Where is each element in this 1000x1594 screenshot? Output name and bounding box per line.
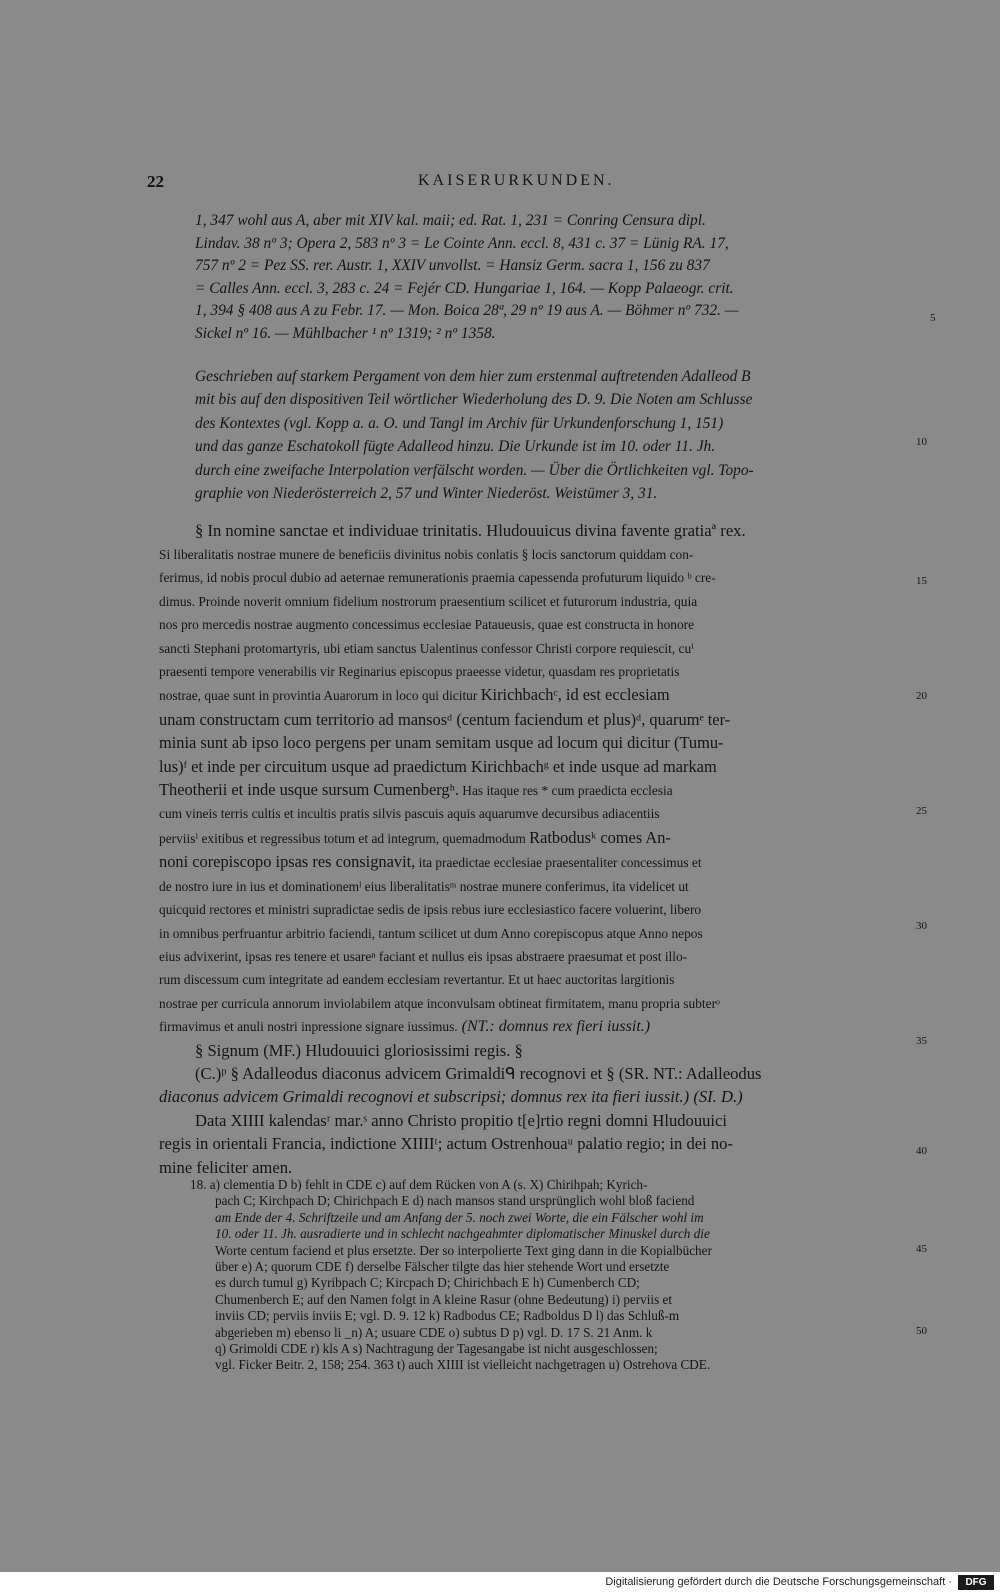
apparatus-line: pach C; Kirchpach D; Chirichpach E d) nach mansos stand ursprünglich wohl bloß faciend (215, 1193, 695, 1209)
charter-line: dimus. Proinde noverit omnium fidelium nostrorum praesentium scilicet et futurorum industria, quia (159, 593, 698, 609)
charter-small-block-2 (159, 802, 911, 1038)
page-number: 22 (147, 172, 164, 191)
apparatus-line: Worte centum faciend et plus ersetzte. Der so interpolierte Text ging dann in die Kopialbücher (215, 1242, 712, 1258)
charter-line: unam constructam cum territorio ad mansosᵈ (centum faciendum et plus)ᵈ, quarumᵉ ter- (159, 709, 731, 729)
charter-small-part: Has itaque res * cum praedicta ecclesia (458, 783, 673, 799)
charter-line: ferimus, id nobis procul dubio ad aeternae remunerationis praemia capessenda profuturum liquido ᵇ cre- (159, 570, 716, 586)
charter-line: minia sunt ab ipso loco pergens per unam semitam usque ad locum qui dicitur (Tumu- (159, 733, 724, 753)
commentary-line: und das ganze Eschatokoll fügte Adalleod hinzu. Die Urkunde ist im 10. oder 11. Jh. (195, 438, 716, 456)
charter-line: rum discessum cum integritate ad eandem ecclesiam revertantur. Et ut haec auctoritas largitionis (159, 972, 675, 988)
bibliography-line: = Calles Ann. eccl. 3, 283 c. 24 = Fejér CD. Hungariae 1, 164. — Kopp Palaeogr. crit. (195, 279, 734, 297)
datum-line: regis in orientali Francia, indictione XIIIIᵗ; actum Ostrenhouaᵘ palatio regio; in dei no- (159, 1134, 734, 1154)
apparatus-line: inviis CD; perviis inviis E; vgl. D. 9. 12 k) Radbodus CE; Radboldus D l) das Schluß-m (215, 1308, 680, 1324)
commentary-line: Geschrieben auf starkem Pergament von dem hier zum erstenmal auftretenden Adalleod B (195, 368, 751, 385)
bibliography-line: 757 nº 2 = Pez SS. rer. Austr. 1, XXIV unvollst. = Hansiz Germ. sacra 1, 156 zu 837 (195, 257, 710, 275)
charter-line: Si liberalitatis nostrae munere de beneficiis divinitus nobis conlatis § locis sanctorum quiddam con- (159, 547, 694, 562)
charter-line: quicquid rectores et ministri supradictae sedis de ipsis rebus iure ecclesiastico facere voluerint, libero (159, 902, 702, 918)
margin-line-number: 25 (916, 805, 927, 817)
charter-mixed-line (159, 778, 911, 802)
bibliography-line: 1, 394 § 408 aus A zu Febr. 17. — Mon. Boica 28ª, 29 nº 19 aus A. — Böhmer nº 732. — (195, 302, 739, 320)
apparatus-line: am Ende der 4. Schriftzeile und am Anfang der 5. noch zwei Worte, die ein Fälscher wohl im (215, 1209, 704, 1225)
charter-text (159, 518, 911, 1179)
apparatus-line: vgl. Ficker Beitr. 2, 158; 254. 363 t) auch XIIII ist vielleicht nachgetragen u) Ostrehova CDE. (215, 1357, 711, 1373)
charter-mixed-line (159, 826, 911, 850)
charter-mixed-line (159, 1015, 911, 1038)
margin-line-number: 10 (916, 436, 927, 448)
margin-line-number: 5 (930, 312, 936, 324)
margin-line-number: 35 (916, 1035, 927, 1047)
margin-line-number: 45 (916, 1243, 927, 1255)
apparatus-line: über e) A; quorum CDE f) derselbe Fälscher tilgte das hier stehende Wort und ersetzte (215, 1259, 670, 1275)
charter-large-part: noni corepiscopo ipsas res consignavit, (159, 852, 416, 872)
apparatus-line: q) Grimoldi CDE r) kls A s) Nachtragung der Tagesangabe ist nicht ausgeschlossen; (215, 1341, 658, 1357)
footer-credit: Digitalisierung gefördert durch die Deutsche Forschungsgemeinschaft · (605, 1576, 952, 1588)
charter-line: eius advixerint, ipsas res tenere et usareⁿ faciant et nullus eis ipsas abstraere praesumat et post illo- (159, 948, 688, 964)
charter-small-part: ita praedictae ecclesiae praesentaliter concessimus et (415, 855, 702, 871)
bibliography-block (195, 210, 911, 346)
charter-small-part: firmavimus et anuli nostri inpressione signare iussimus. (159, 1019, 458, 1035)
commentary-line: des Kontextes (vgl. Kopp a. a. O. und Tangl im Archiv für Urkundenforschung 1, 151) (195, 414, 724, 432)
charter-line: in omnibus perfruantur arbitrio faciendi, tantum scilicet ut dum Anno corepiscopus atque Anno nepos (159, 925, 703, 941)
margin-line-number: 40 (916, 1145, 927, 1157)
charter-line: de nostro iure in ius et dominationemˡ eius liberalitatisᵐ nostrae munere conferimus, ita videlicet ut (159, 878, 689, 894)
charter-large-part: Ratbodusᵏ comes An- (529, 827, 671, 847)
margin-line-number: 20 (916, 690, 927, 702)
charter-large-part: Theotherii et inde usque sursum Cumenbergʰ. (159, 780, 459, 800)
charter-large-block (159, 708, 911, 803)
charter-line: praesenti tempore venerabilis vir Reginarius episcopus praeesse videtur, quasdam res proprietatis (159, 664, 680, 680)
charter-small-part: perviisⁱ exitibus et regressibus totum et ad integrum, quemadmodum (159, 830, 530, 846)
dfg-logo: DFG (958, 1575, 994, 1590)
apparatus-line: 18. a) clementia D b) fehlt in CDE c) auf dem Rücken von A (s. X) Chirihpah; Kyrich- (190, 1177, 648, 1192)
charter-small-part: nostrae, quae sunt in provintia Auarorum in loco qui dicitur (159, 688, 481, 704)
recognitio-line: diaconus advicem Grimaldi recognovi et subscripsi; domnus rex ita fieri iussit.) (SI. D.) (159, 1087, 743, 1107)
footer-bar (0, 1572, 1000, 1594)
bibliography-line: 1, 347 wohl aus A, aber mit XIV kal. maii; ed. Rat. 1, 231 = Conring Censura dipl. (195, 212, 706, 229)
charter-mixed-line (159, 683, 911, 707)
critical-apparatus (190, 1177, 906, 1374)
datum-line: Data XIIII kalendasʳ mar.ˢ anno Christo propitio t[e]rtio regni domni Hludouuici (195, 1110, 728, 1130)
invocation-line: § In nomine sanctae et individuae trinitatis. Hludouuicus divina favente gratiaª rex. (195, 521, 746, 540)
datum-line: mine feliciter amen. (159, 1157, 293, 1177)
recognitio-line: (C.)ᵖ § Adalleodus diaconus advicem Grimaldiᑫ recognovi et § (SR. NT.: Adalleodus (195, 1063, 762, 1083)
apparatus-line: abgerieben m) ebenso li _n) A; usuare CDE o) subtus D p) vgl. D. 17 S. 21 Anm. k (215, 1324, 653, 1340)
margin-line-number: 30 (916, 920, 927, 932)
commentary-block (195, 365, 911, 505)
commentary-line: mit bis auf den dispositiven Teil wörtlicher Wiederholung des D. 9. Die Noten am Schlusse (195, 391, 753, 409)
charter-line: cum vineis terris cultis et incultis pratis silvis pascuis aquis aquarumve decursibus adiacentiis (159, 806, 660, 822)
apparatus-line: Chumenberch E; auf den Namen folgt in A kleine Rasur (ohne Bedeutung) i) perviis et (215, 1291, 673, 1307)
bibliography-line: Lindav. 38 nº 3; Opera 2, 583 nº 3 = Le Cointe Ann. eccl. 8, 431 c. 37 = Lünig RA. 17, (195, 234, 729, 252)
chancery-note: (NT.: domnus rex fieri iussit.) (457, 1018, 651, 1036)
charter-line: nos pro mercedis nostrae augmento concessimus ecclesiae Pataueusis, quae est constructa in honore (159, 617, 695, 633)
apparatus-line: 10. oder 11. Jh. ausradierte und in schlecht nachgeahmter diplomatischer Minuskel durch die (215, 1226, 710, 1242)
eschatocol-block (159, 1039, 911, 1179)
bibliography-line: Sickel nº 16. — Mühlbacher ¹ nº 1319; ² nº 1358. (195, 324, 496, 342)
margin-line-number: 50 (916, 1325, 927, 1337)
running-head: KAISERURKUNDEN. (418, 172, 615, 189)
commentary-line: graphie von Niederösterreich 2, 57 und Winter Niederöst. Weistümer 3, 31. (195, 485, 658, 503)
charter-mixed-line (159, 850, 911, 874)
charter-line: nostrae per curricula annorum inviolabilem atque inconvulsam obtineat firmitatem, manu propria subterᵒ (159, 995, 720, 1011)
signum-line: § Signum (MF.) Hludouuici gloriosissimi regis. § (195, 1040, 523, 1060)
margin-line-number: 15 (916, 575, 927, 587)
commentary-line: durch eine zweifache Interpolation verfälscht worden. — Über die Örtlichkeiten vgl. Topo- (195, 461, 754, 479)
charter-line: lus)ᶠ et inde per circuitum usque ad praedictum Kirichbachᵍ et inde usque ad markam (159, 756, 717, 776)
charter-small-block (159, 543, 911, 708)
charter-line: sancti Stephani protomartyris, ubi etiam sanctus Ualentinus confessor Christi corpore requiescit, cuⁱ (159, 640, 694, 656)
apparatus-line: es durch tumul g) Kyribpach C; Kircpach D; Chirichbach E h) Cumenberch CD; (215, 1275, 640, 1291)
charter-large-part: Kirichbachᶜ, id est ecclesiam (480, 685, 670, 705)
